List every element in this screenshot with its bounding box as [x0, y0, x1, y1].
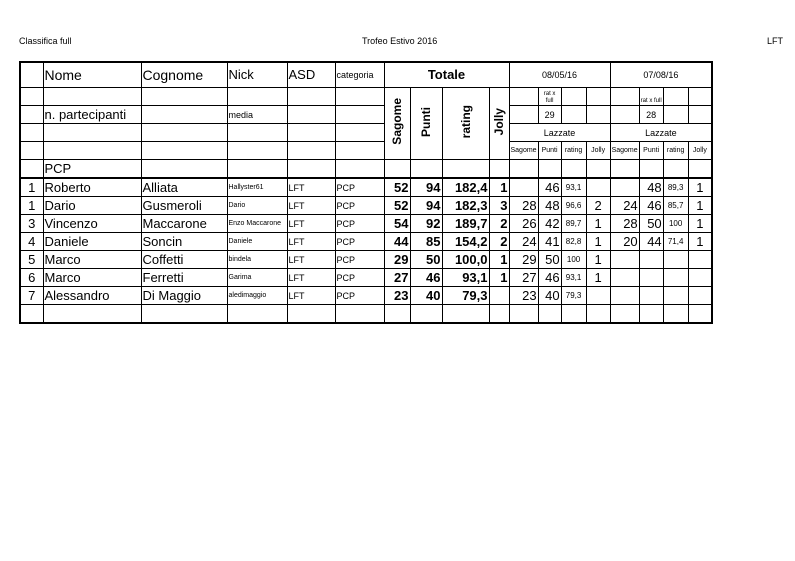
header-right-title: LFT [767, 36, 784, 46]
row-total-punti: 40 [410, 287, 442, 305]
header-row-3 [20, 106, 712, 124]
row-event-1-rating: 100 [561, 251, 586, 269]
row-event-2-sagome [610, 269, 639, 287]
row-cognome: Maccarone [141, 215, 227, 233]
row-asd: LFT [287, 215, 335, 233]
row-categoria: PCP [335, 287, 384, 305]
col-jolly: Jolly [489, 88, 509, 160]
event-2-sub-punti: Punti [639, 142, 663, 160]
row-event-2-jolly [688, 251, 712, 269]
row-total-sagome: 27 [384, 269, 410, 287]
row-nick: Enzo Maccarone [227, 215, 287, 233]
row-total-jolly: 1 [489, 251, 509, 269]
row-position: 5 [20, 251, 43, 269]
col-categoria: categoria [335, 62, 384, 88]
row-event-1-punti: 48 [538, 197, 561, 215]
row-categoria: PCP [335, 269, 384, 287]
row-event-2-rating [663, 251, 688, 269]
row-nome: Marco [43, 251, 141, 269]
row-nome: Daniele [43, 233, 141, 251]
row-event-2-jolly [688, 269, 712, 287]
row-nome: Roberto [43, 178, 141, 197]
row-total-punti: 94 [410, 178, 442, 197]
row-event-1-jolly: 1 [586, 233, 610, 251]
classifica-table [19, 61, 713, 324]
row-asd: LFT [287, 287, 335, 305]
row-total-sagome: 23 [384, 287, 410, 305]
row-event-2-sagome: 28 [610, 215, 639, 233]
row-cognome: Di Maggio [141, 287, 227, 305]
row-position: 4 [20, 233, 43, 251]
table-row [20, 233, 712, 251]
row-event-2-punti: 48 [639, 178, 663, 197]
row-event-2-punti: 46 [639, 197, 663, 215]
row-total-rating: 79,3 [442, 287, 489, 305]
row-event-1-jolly: 2 [586, 197, 610, 215]
event-2-sub-rating: rating [663, 142, 688, 160]
row-event-1-rating: 93,1 [561, 269, 586, 287]
row-total-rating: 100,0 [442, 251, 489, 269]
row-event-1-sagome: 23 [509, 287, 538, 305]
event-2-rat-label: rat x full [639, 88, 663, 106]
row-event-2-rating: 85,7 [663, 197, 688, 215]
row-position: 1 [20, 197, 43, 215]
event-1-sub-jolly: Jolly [586, 142, 610, 160]
event-2-rat-value: 28 [639, 106, 663, 124]
data-rows [20, 178, 712, 305]
event-1-rat-value: 29 [538, 106, 561, 124]
row-total-punti: 50 [410, 251, 442, 269]
row-total-sagome: 29 [384, 251, 410, 269]
row-total-punti: 46 [410, 269, 442, 287]
row-event-1-jolly: 1 [586, 251, 610, 269]
category-label: PCP [43, 160, 141, 179]
row-nick: Hallyster61 [227, 178, 287, 197]
row-event-2-rating [663, 287, 688, 305]
table-row [20, 215, 712, 233]
row-total-jolly: 1 [489, 269, 509, 287]
row-categoria: PCP [335, 251, 384, 269]
row-cognome: Ferretti [141, 269, 227, 287]
col-totale: Totale [384, 62, 509, 88]
label-media: media [227, 106, 287, 124]
row-event-1-punti: 46 [538, 178, 561, 197]
row-position: 3 [20, 215, 43, 233]
row-event-1-punti: 50 [538, 251, 561, 269]
row-cognome: Soncin [141, 233, 227, 251]
event-2-sub-sagome: Sagome [610, 142, 639, 160]
row-nick: Daniele [227, 233, 287, 251]
empty-row [20, 305, 712, 324]
col-asd: ASD [287, 62, 335, 88]
row-cognome: Gusmeroli [141, 197, 227, 215]
col-nick: Nick [227, 62, 287, 88]
row-event-2-jolly: 1 [688, 233, 712, 251]
row-nick: aledimaggio [227, 287, 287, 305]
row-asd: LFT [287, 269, 335, 287]
row-cognome: Alliata [141, 178, 227, 197]
row-total-jolly: 1 [489, 178, 509, 197]
col-cognome: Cognome [141, 62, 227, 88]
row-event-2-sagome: 20 [610, 233, 639, 251]
row-total-rating: 154,2 [442, 233, 489, 251]
row-total-rating: 93,1 [442, 269, 489, 287]
row-event-1-rating: 93,1 [561, 178, 586, 197]
row-total-sagome: 44 [384, 233, 410, 251]
row-asd: LFT [287, 197, 335, 215]
row-total-sagome: 52 [384, 197, 410, 215]
row-total-sagome: 52 [384, 178, 410, 197]
row-event-2-rating [663, 269, 688, 287]
row-asd: LFT [287, 233, 335, 251]
row-event-1-rating: 82,8 [561, 233, 586, 251]
row-nick: bindela [227, 251, 287, 269]
row-event-2-punti: 44 [639, 233, 663, 251]
row-nick: Dario [227, 197, 287, 215]
row-nome: Alessandro [43, 287, 141, 305]
row-total-rating: 182,3 [442, 197, 489, 215]
row-event-1-sagome [509, 178, 538, 197]
event-1-sub-punti: Punti [538, 142, 561, 160]
event-1-sub-rating: rating [561, 142, 586, 160]
row-event-1-sagome: 27 [509, 269, 538, 287]
col-punti: Punti [410, 88, 442, 160]
table-row [20, 287, 712, 305]
row-categoria: PCP [335, 233, 384, 251]
row-event-2-sagome [610, 287, 639, 305]
row-nome: Vincenzo [43, 215, 141, 233]
row-event-1-rating: 96,6 [561, 197, 586, 215]
event-1-date: 08/05/16 [509, 62, 610, 88]
row-categoria: PCP [335, 178, 384, 197]
label-partecipanti: n. partecipanti [43, 106, 141, 124]
row-event-1-rating: 79,3 [561, 287, 586, 305]
row-event-2-jolly: 1 [688, 215, 712, 233]
row-event-2-punti: 50 [639, 215, 663, 233]
event-1-rat-label: rat x full [538, 88, 561, 106]
header-row-1 [20, 62, 712, 88]
row-total-rating: 189,7 [442, 215, 489, 233]
row-event-1-sagome: 29 [509, 251, 538, 269]
col-nome: Nome [43, 62, 141, 88]
row-event-2-rating: 71,4 [663, 233, 688, 251]
row-total-jolly [489, 287, 509, 305]
row-event-2-rating: 100 [663, 215, 688, 233]
row-nome: Marco [43, 269, 141, 287]
table-row [20, 269, 712, 287]
row-event-2-punti [639, 287, 663, 305]
row-nome: Dario [43, 197, 141, 215]
row-event-2-sagome [610, 178, 639, 197]
row-event-2-punti [639, 251, 663, 269]
event-2-date: 07/08/16 [610, 62, 712, 88]
row-event-1-jolly [586, 287, 610, 305]
category-row [20, 160, 712, 179]
row-event-1-rating: 89,7 [561, 215, 586, 233]
row-categoria: PCP [335, 197, 384, 215]
row-total-rating: 182,4 [442, 178, 489, 197]
row-event-1-jolly: 1 [586, 215, 610, 233]
row-categoria: PCP [335, 215, 384, 233]
row-cognome: Coffetti [141, 251, 227, 269]
row-event-1-sagome: 24 [509, 233, 538, 251]
row-event-2-jolly [688, 287, 712, 305]
row-event-1-punti: 40 [538, 287, 561, 305]
row-event-1-sagome: 26 [509, 215, 538, 233]
row-asd: LFT [287, 178, 335, 197]
event-1-place: Lazzate [509, 124, 610, 142]
row-position: 6 [20, 269, 43, 287]
row-total-jolly: 2 [489, 233, 509, 251]
table-row [20, 197, 712, 215]
row-position: 7 [20, 287, 43, 305]
row-total-punti: 92 [410, 215, 442, 233]
row-asd: LFT [287, 251, 335, 269]
col-sagome: Sagome [384, 88, 410, 160]
row-total-sagome: 54 [384, 215, 410, 233]
row-total-punti: 85 [410, 233, 442, 251]
header-row-5 [20, 142, 712, 160]
header-center-title: Trofeo Estivo 2016 [362, 36, 438, 46]
row-event-2-jolly: 1 [688, 178, 712, 197]
row-event-1-jolly [586, 178, 610, 197]
row-total-jolly: 2 [489, 215, 509, 233]
row-event-1-punti: 46 [538, 269, 561, 287]
row-total-punti: 94 [410, 197, 442, 215]
event-2-place: Lazzate [610, 124, 712, 142]
row-event-2-punti [639, 269, 663, 287]
row-event-2-sagome: 24 [610, 197, 639, 215]
row-event-1-jolly: 1 [586, 269, 610, 287]
row-position: 1 [20, 178, 43, 197]
table-row [20, 178, 712, 197]
event-2-sub-jolly: Jolly [688, 142, 712, 160]
header-row-2 [20, 88, 712, 106]
row-event-2-sagome [610, 251, 639, 269]
row-event-2-rating: 89,3 [663, 178, 688, 197]
table-row [20, 251, 712, 269]
col-rating: rating [442, 88, 489, 160]
header-row-4 [20, 124, 712, 142]
row-total-jolly: 3 [489, 197, 509, 215]
row-event-2-jolly: 1 [688, 197, 712, 215]
event-1-sub-sagome: Sagome [509, 142, 538, 160]
row-event-1-punti: 42 [538, 215, 561, 233]
row-event-1-sagome: 28 [509, 197, 538, 215]
row-event-1-punti: 41 [538, 233, 561, 251]
row-nick: Garima [227, 269, 287, 287]
header-left-title: Classifica full [19, 36, 72, 46]
